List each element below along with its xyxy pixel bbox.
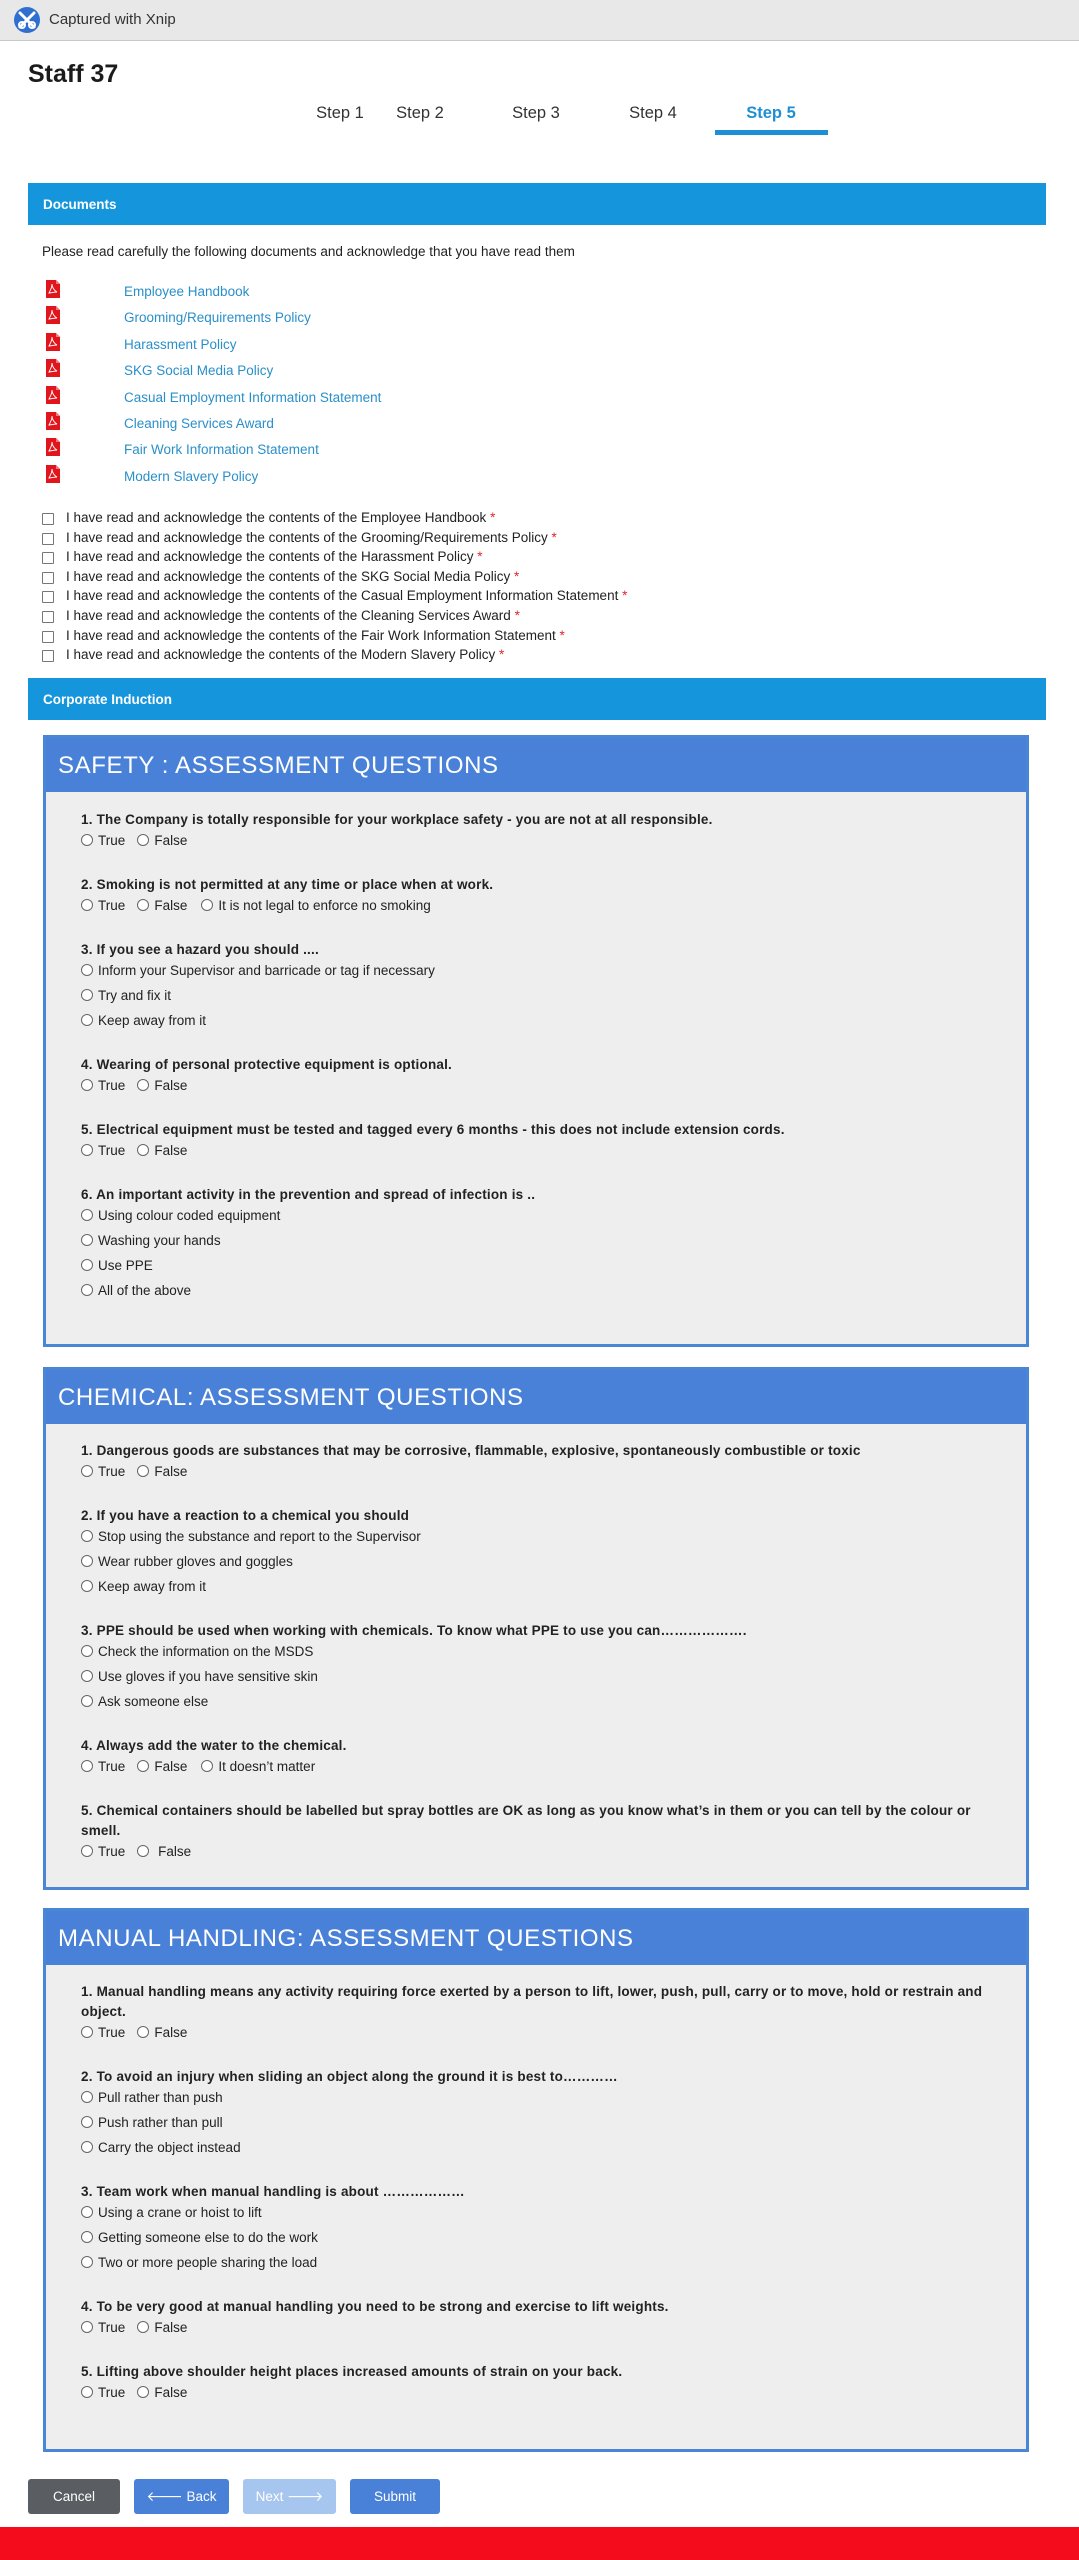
document-item <box>42 412 542 438</box>
option-row <box>81 1205 1001 1230</box>
option-label: False <box>154 2320 188 2335</box>
radio-button[interactable] <box>81 1234 93 1246</box>
pdf-file-icon[interactable] <box>46 359 60 377</box>
required-marker: * <box>514 608 520 623</box>
question-text: 5. Chemical containers should be labelled but spray bottles are OK as long as you know what’s in them or you can tell by the colour or smell. <box>81 1803 971 1838</box>
pdf-file-icon[interactable] <box>46 333 60 351</box>
option-label: True <box>98 1844 126 1859</box>
document-link[interactable]: Modern Slavery Policy <box>124 468 259 484</box>
acknowledge-checkbox[interactable] <box>42 552 54 564</box>
radio-button[interactable] <box>81 2386 93 2398</box>
option-list <box>81 1526 1001 1601</box>
option-label: Stop using the substance and report to the Supervisor <box>98 1529 421 1544</box>
answer-option[interactable] <box>137 2385 187 2400</box>
section-title: MANUAL HANDLING: ASSESSMENT QUESTIONS <box>58 1925 634 1952</box>
option-row <box>81 1255 1001 1280</box>
radio-button[interactable] <box>81 964 93 976</box>
option-label: True <box>98 1759 126 1774</box>
acknowledge-label[interactable] <box>66 569 519 584</box>
option-label: True <box>98 1464 126 1479</box>
page-title: Staff 37 <box>28 60 119 88</box>
answer-option[interactable] <box>137 1464 187 1479</box>
option-label: It doesn’t matter <box>218 1759 316 1774</box>
acknowledge-text: I have read and acknowledge the contents of the Cleaning Services Award <box>66 608 511 623</box>
document-item <box>42 438 542 464</box>
capture-bar <box>0 0 1079 41</box>
option-label: Use PPE <box>98 1258 153 1273</box>
option-row <box>81 2227 1001 2252</box>
option-row <box>81 985 1001 1010</box>
induction-header-label: Corporate Induction <box>43 692 172 707</box>
answer-option[interactable] <box>137 1844 191 1859</box>
document-link[interactable]: Casual Employment Information Statement <box>124 389 382 405</box>
acknowledge-text: I have read and acknowledge the contents of the Employee Handbook <box>66 510 487 525</box>
acknowledge-text: I have read and acknowledge the contents of the Fair Work Information Statement <box>66 627 556 643</box>
option-label: True <box>98 2025 126 2040</box>
section-header <box>46 1370 1026 1424</box>
answer-option[interactable] <box>81 1078 125 1093</box>
answer-option[interactable] <box>137 1143 187 1158</box>
acknowledge-checkbox[interactable] <box>42 591 54 603</box>
question-text: 3. If you see a hazard you should .... <box>81 942 319 957</box>
xnip-logo-icon <box>13 6 41 34</box>
option-label: Washing your hands <box>98 1233 221 1248</box>
question <box>81 1801 1001 1866</box>
answer-option[interactable] <box>81 2115 223 2130</box>
documents-header <box>28 183 1046 225</box>
answer-option[interactable] <box>137 1759 187 1774</box>
acknowledge-checkbox[interactable] <box>42 572 54 584</box>
step-tab-2[interactable]: Step 2 <box>396 104 444 122</box>
question-text: 2. Smoking is not permitted at any time or place when at work. <box>81 877 494 892</box>
answer-option[interactable] <box>81 1283 191 1298</box>
radio-button[interactable] <box>81 1760 93 1772</box>
radio-button[interactable] <box>81 2091 93 2103</box>
required-marker: * <box>551 529 557 545</box>
radio-button[interactable] <box>81 834 93 846</box>
question <box>81 1736 1001 1781</box>
option-label: False <box>154 2025 188 2040</box>
document-link[interactable]: Employee Handbook <box>124 284 250 299</box>
radio-button[interactable] <box>81 1079 93 1091</box>
option-row <box>81 1576 1001 1601</box>
option-row <box>81 2202 1001 2227</box>
pdf-file-icon[interactable] <box>46 306 60 324</box>
capture-label: Captured with Xnip <box>49 11 176 28</box>
option-label: Using a crane or hoist to lift <box>98 2205 262 2220</box>
answer-option[interactable] <box>81 2205 262 2220</box>
answer-option[interactable] <box>137 1078 187 1093</box>
step-tab-1[interactable]: Step 1 <box>316 104 364 122</box>
answer-option[interactable] <box>81 2140 241 2155</box>
option-row <box>81 2252 1001 2277</box>
question-text: 4. Wearing of personal protective equipment is optional. <box>81 1057 453 1072</box>
question-text: 4. To be very good at manual handling you need to be strong and exercise to lift weights. <box>81 2299 669 2314</box>
pdf-file-icon[interactable] <box>46 280 60 298</box>
question-text: 1. The Company is totally responsible for your workplace safety - you are not at all responsible. <box>81 812 713 827</box>
option-label: Check the information on the MSDS <box>98 1644 314 1659</box>
radio-button[interactable] <box>137 1079 149 1091</box>
option-row <box>81 960 1001 985</box>
acknowledge-checkbox[interactable] <box>42 533 54 545</box>
section-header <box>46 738 1026 792</box>
next-button[interactable] <box>243 2479 336 2514</box>
answer-option[interactable] <box>201 1759 315 1774</box>
radio-button[interactable] <box>137 834 149 846</box>
question <box>81 810 1001 855</box>
question <box>81 1982 1001 2047</box>
question-text: 4. Always add the water to the chemical. <box>81 1738 347 1753</box>
document-item <box>42 306 542 332</box>
option-row <box>81 1230 1001 1255</box>
option-label: False <box>154 898 188 913</box>
manual-handling-assessment-section <box>43 1908 1029 2452</box>
radio-button[interactable] <box>81 2116 93 2128</box>
step-tab-4[interactable]: Step 4 <box>629 104 677 122</box>
option-label: Keep away from it <box>98 1013 207 1028</box>
option-label: False <box>154 1464 188 1479</box>
acknowledge-text: I have read and acknowledge the contents of the Grooming/Requirements Policy <box>66 529 548 545</box>
answer-option[interactable] <box>81 1258 153 1273</box>
required-marker: * <box>559 627 565 643</box>
required-marker: * <box>499 647 505 663</box>
radio-button[interactable] <box>81 1670 93 1682</box>
required-marker: * <box>622 588 628 604</box>
document-link[interactable]: Harassment Policy <box>124 336 237 352</box>
footer-bar <box>0 2527 1079 2560</box>
answer-option[interactable] <box>81 2385 125 2400</box>
radio-button[interactable] <box>81 2256 93 2268</box>
question-text: 2. To avoid an injury when sliding an object along the ground it is best to………… <box>81 2069 618 2084</box>
radio-button[interactable] <box>137 2321 149 2333</box>
radio-button[interactable] <box>81 1144 93 1156</box>
question <box>81 875 1001 920</box>
answer-option[interactable] <box>81 2255 317 2270</box>
radio-button[interactable] <box>81 2026 93 2038</box>
chemical-assessment-section <box>43 1367 1029 1890</box>
option-label: False <box>154 2385 188 2400</box>
acknowledge-text: I have read and acknowledge the contents of the Casual Employment Information Statement <box>66 588 619 604</box>
answer-option[interactable] <box>81 963 435 978</box>
answer-option[interactable] <box>81 1208 280 1223</box>
radio-button[interactable] <box>137 1144 149 1156</box>
question <box>81 1185 1001 1305</box>
answer-option[interactable] <box>81 1644 313 1659</box>
radio-button[interactable] <box>81 989 93 1001</box>
question <box>81 1621 1001 1716</box>
acknowledge-checkbox[interactable] <box>42 513 54 525</box>
answer-option[interactable] <box>81 1579 206 1594</box>
question-text: 5. Electrical equipment must be tested and tagged every 6 months - this does not include extension cords. <box>81 1122 785 1137</box>
option-row <box>81 1140 1001 1165</box>
radio-button[interactable] <box>201 899 213 911</box>
option-row <box>81 2382 1001 2407</box>
option-row <box>81 895 1001 920</box>
option-row <box>81 2087 1001 2112</box>
acknowledge-label[interactable] <box>66 588 627 603</box>
option-label: Pull rather than push <box>98 2090 223 2105</box>
option-label: Ask someone else <box>98 1694 209 1709</box>
answer-option[interactable] <box>81 1694 208 1709</box>
option-label: Keep away from it <box>98 1579 207 1594</box>
back-button-label: Back <box>186 2489 217 2504</box>
acknowledge-text: I have read and acknowledge the contents of the Modern Slavery Policy <box>66 647 496 663</box>
required-marker: * <box>477 549 483 565</box>
step-nav <box>0 104 1079 138</box>
document-item <box>42 280 542 306</box>
option-label: True <box>98 2385 126 2400</box>
section-title: SAFETY : ASSESSMENT QUESTIONS <box>58 752 499 779</box>
acknowledge-checkbox[interactable] <box>42 650 54 662</box>
option-label: False <box>154 1759 188 1774</box>
induction-header <box>28 678 1046 720</box>
option-label: All of the above <box>98 1283 192 1298</box>
radio-button[interactable] <box>81 1014 93 1026</box>
option-label: Two or more people sharing the load <box>98 2255 318 2270</box>
cancel-button-label: Cancel <box>52 2489 96 2504</box>
option-row <box>81 830 1001 855</box>
option-label: Using colour coded equipment <box>98 1208 281 1223</box>
radio-button[interactable] <box>81 1645 93 1657</box>
acknowledge-label[interactable] <box>66 647 504 662</box>
question <box>81 1441 1001 1486</box>
question <box>81 2067 1001 2162</box>
required-marker: * <box>514 568 520 584</box>
document-item <box>42 386 542 412</box>
answer-option[interactable] <box>81 1669 318 1684</box>
document-item <box>42 333 542 359</box>
step-tab-5[interactable]: Step 5 <box>746 104 796 122</box>
option-label: False <box>154 1844 192 1859</box>
section-title: CHEMICAL: ASSESSMENT QUESTIONS <box>58 1384 524 1411</box>
option-row <box>81 2022 1001 2047</box>
answer-option[interactable] <box>81 1554 293 1569</box>
document-link[interactable]: Fair Work Information Statement <box>124 442 319 458</box>
option-label: True <box>98 2320 126 2335</box>
radio-button[interactable] <box>137 1760 149 1772</box>
option-row <box>81 1075 1001 1100</box>
document-link[interactable]: SKG Social Media Policy <box>124 363 274 379</box>
arrow-left-icon: 🡐 <box>146 2489 183 2504</box>
radio-button[interactable] <box>137 1845 149 1857</box>
question-text: 1. Dangerous goods are substances that may be corrosive, flammable, explosive, spontaneously combustible or toxic <box>81 1443 861 1458</box>
option-label: Getting someone else to do the work <box>98 2230 318 2245</box>
next-button-label: Next <box>255 2489 284 2504</box>
question <box>81 1120 1001 1165</box>
submit-button-label: Submit <box>373 2489 417 2504</box>
answer-option[interactable] <box>201 898 430 913</box>
document-link[interactable]: Grooming/Requirements Policy <box>124 310 311 326</box>
answer-option[interactable] <box>81 1759 125 1774</box>
radio-button[interactable] <box>137 899 149 911</box>
submit-button[interactable] <box>350 2479 440 2514</box>
option-label: Push rather than pull <box>98 2115 223 2130</box>
arrow-right-icon: 🡒 <box>287 2489 324 2504</box>
option-label: True <box>98 1078 126 1093</box>
answer-option[interactable] <box>81 2320 125 2335</box>
document-item <box>42 359 542 385</box>
acknowledge-checkbox[interactable] <box>42 611 54 623</box>
option-label: False <box>154 1078 188 1093</box>
question <box>81 1506 1001 1601</box>
option-row <box>81 1010 1001 1035</box>
answer-option[interactable] <box>81 1844 125 1859</box>
acknowledge-label[interactable] <box>66 510 495 525</box>
option-row <box>81 1666 1001 1691</box>
radio-button[interactable] <box>201 1760 213 1772</box>
option-label: Wear rubber gloves and goggles <box>98 1554 293 1569</box>
option-row <box>81 1551 1001 1576</box>
question-text: 3. PPE should be used when working with chemicals. To know what PPE to use you can………………. <box>81 1623 747 1638</box>
documents-intro: Please read carefully the following documents and acknowledge that you have read them <box>42 244 575 259</box>
question-text: 1. Manual handling means any activity requiring force exerted by a person to lift, lower, push, pull, carry or to move, hold or restrain and object. <box>81 1984 983 2019</box>
radio-button[interactable] <box>81 2321 93 2333</box>
cancel-button[interactable] <box>28 2479 120 2514</box>
answer-option[interactable] <box>81 1233 221 1248</box>
option-list <box>81 2087 1001 2162</box>
acknowledge-label[interactable] <box>66 608 520 623</box>
section-header <box>46 1911 1026 1965</box>
radio-button[interactable] <box>81 1530 93 1542</box>
answer-option[interactable] <box>81 2090 223 2105</box>
required-marker: * <box>490 510 496 525</box>
answer-option[interactable] <box>81 898 125 913</box>
radio-button[interactable] <box>81 1284 93 1296</box>
back-button[interactable] <box>134 2479 229 2514</box>
radio-button[interactable] <box>137 2026 149 2038</box>
pdf-file-icon[interactable] <box>46 465 60 483</box>
radio-button[interactable] <box>81 1259 93 1271</box>
radio-button[interactable] <box>81 2141 93 2153</box>
answer-option[interactable] <box>81 988 171 1003</box>
option-label: Use gloves if you have sensitive skin <box>98 1669 318 1684</box>
option-row <box>81 1841 1001 1866</box>
radio-button[interactable] <box>81 1580 93 1592</box>
option-row <box>81 2317 1001 2342</box>
acknowledge-checkbox[interactable] <box>42 631 54 643</box>
option-row <box>81 2137 1001 2162</box>
answer-option[interactable] <box>137 2320 187 2335</box>
option-row <box>81 2112 1001 2137</box>
document-link[interactable]: Cleaning Services Award <box>124 416 274 431</box>
option-label: Inform your Supervisor and barricade or tag if necessary <box>98 963 435 978</box>
option-list <box>81 1205 1001 1305</box>
safety-assessment-section <box>43 735 1029 1347</box>
pdf-file-icon[interactable] <box>46 412 60 430</box>
answer-option[interactable] <box>81 1464 125 1479</box>
question-text: 5. Lifting above shoulder height places increased amounts of strain on your back. <box>81 2364 623 2379</box>
acknowledge-text: I have read and acknowledge the contents of the SKG Social Media Policy <box>66 568 511 584</box>
question-text: 6. An important activity in the prevention and spread of infection is .. <box>81 1187 536 1202</box>
document-item <box>42 465 542 491</box>
option-label: It is not legal to enforce no smoking <box>218 898 431 913</box>
radio-button[interactable] <box>81 1465 93 1477</box>
acknowledge-text: I have read and acknowledge the contents of the Harassment Policy <box>66 549 474 565</box>
answer-option[interactable] <box>81 833 125 848</box>
radio-button[interactable] <box>137 1465 149 1477</box>
answer-option[interactable] <box>137 2025 187 2040</box>
acknowledge-label[interactable] <box>66 530 557 545</box>
option-list <box>81 2202 1001 2277</box>
question <box>81 2182 1001 2277</box>
question-text: 2. If you have a reaction to a chemical you should <box>81 1508 410 1523</box>
answer-option[interactable] <box>137 833 187 848</box>
radio-button[interactable] <box>81 899 93 911</box>
answer-option[interactable] <box>81 2230 318 2245</box>
pdf-file-icon[interactable] <box>46 386 60 404</box>
option-row <box>81 1280 1001 1305</box>
radio-button[interactable] <box>81 1845 93 1857</box>
acknowledge-label[interactable] <box>66 628 565 643</box>
acknowledge-label[interactable] <box>66 549 483 564</box>
option-list <box>81 1641 1001 1716</box>
option-list <box>81 960 1001 1035</box>
option-label: Carry the object instead <box>98 2140 241 2155</box>
radio-button[interactable] <box>137 2386 149 2398</box>
radio-button[interactable] <box>81 1209 93 1221</box>
question <box>81 940 1001 1035</box>
answer-option[interactable] <box>137 898 187 913</box>
answer-option[interactable] <box>81 1143 125 1158</box>
question <box>81 1055 1001 1100</box>
option-row <box>81 1526 1001 1551</box>
radio-button[interactable] <box>81 1695 93 1707</box>
option-label: True <box>98 1143 126 1158</box>
question <box>81 2297 1001 2342</box>
radio-button[interactable] <box>81 2231 93 2243</box>
option-label: True <box>98 833 126 848</box>
option-label: True <box>98 898 126 913</box>
pdf-file-icon[interactable] <box>46 438 60 456</box>
documents-header-label: Documents <box>43 197 117 212</box>
radio-button[interactable] <box>81 1555 93 1567</box>
radio-button[interactable] <box>81 2206 93 2218</box>
answer-option[interactable] <box>81 2025 125 2040</box>
option-row <box>81 1461 1001 1486</box>
option-label: False <box>154 833 188 848</box>
step-tab-3[interactable]: Step 3 <box>512 104 560 122</box>
question <box>81 2362 1001 2407</box>
answer-option[interactable] <box>81 1529 421 1544</box>
answer-option[interactable] <box>81 1013 206 1028</box>
question-text: 3. Team work when manual handling is about ……………… <box>81 2184 465 2199</box>
option-row <box>81 1641 1001 1666</box>
option-row <box>81 1756 1001 1781</box>
option-label: Try and fix it <box>98 988 172 1003</box>
option-label: False <box>154 1143 188 1158</box>
option-row <box>81 1691 1001 1716</box>
active-step-indicator <box>715 130 828 135</box>
